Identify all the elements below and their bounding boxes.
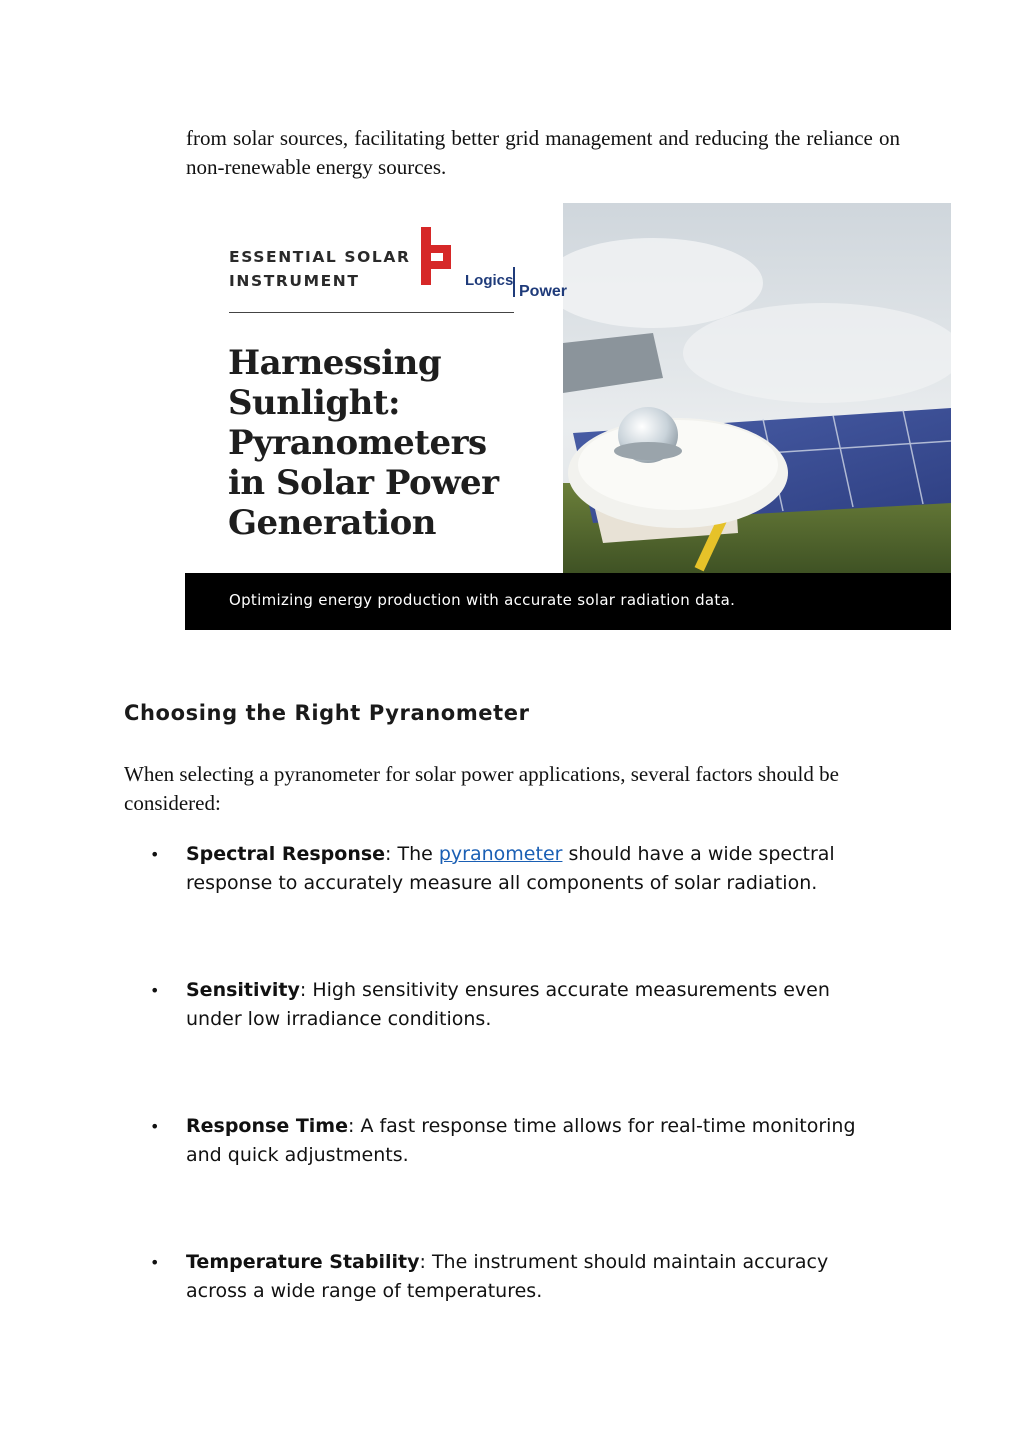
banner-caption-bar <box>185 573 951 630</box>
logics-power-logo <box>417 223 568 307</box>
banner-headline-line: in Solar Power <box>228 463 499 503</box>
factor-description: A fast response time allows for real-time monitoring and quick adjustments. <box>186 1115 856 1166</box>
banner-headline-line: Pyranometers <box>228 423 487 463</box>
factor-term: Sensitivity <box>186 979 300 1001</box>
pyranometer-photo <box>563 203 951 573</box>
factor-separator: : The <box>385 843 439 865</box>
section-heading: Choosing the Right Pyranometer <box>124 701 530 725</box>
banner-headline <box>228 343 558 543</box>
list-item-text <box>186 1112 890 1170</box>
logo-word-logics: Logics <box>465 272 514 289</box>
factor-separator: : <box>299 979 313 1001</box>
logo-word-power: Power <box>519 283 568 300</box>
logo-divider <box>513 267 515 297</box>
article-banner-image <box>185 203 951 630</box>
pyranometer-link[interactable]: pyranometer <box>438 843 563 865</box>
factor-term: Spectral Response <box>186 843 386 865</box>
factor-description: High sensitivity ensures accurate measurements even under low irradiance conditions. <box>186 979 830 1030</box>
factor-separator: : <box>347 1115 361 1137</box>
banner-divider <box>229 312 514 313</box>
banner-headline-line: Sunlight: <box>228 383 401 423</box>
banner-caption: Optimizing energy production with accurate solar radiation data. <box>229 591 736 609</box>
section-lead: When selecting a pyranometer for solar power applications, several factors should be considered: <box>124 762 839 815</box>
factor-description: should have a wide spectral response to accurately measure all components of solar radiation. <box>186 843 835 894</box>
list-item-text <box>186 976 890 1034</box>
banner-kicker-line: INSTRUMENT <box>229 272 360 290</box>
bullet-icon: • <box>150 981 160 1000</box>
factor-term: Response Time <box>186 1115 348 1137</box>
banner-headline-line: Generation <box>228 503 436 543</box>
factor-term: Temperature Stability <box>186 1251 420 1273</box>
list-item-text <box>186 840 890 898</box>
factor-description: The instrument should maintain accuracy across a wide range of temperatures. <box>186 1251 829 1302</box>
bullet-icon: • <box>150 1253 160 1272</box>
banner-headline-line: Harnessing <box>228 343 442 383</box>
intro-paragraph: from solar sources, facilitating better grid management and reducing the reliance on non-renewable energy sources. <box>186 126 900 179</box>
bullet-icon: • <box>150 845 160 864</box>
list-item-text <box>186 1248 890 1306</box>
banner-kicker-line: ESSENTIAL SOLAR <box>229 248 411 266</box>
bullet-icon: • <box>150 1117 160 1136</box>
factor-separator: : <box>419 1251 432 1273</box>
logics-power-logo-mark <box>417 223 465 287</box>
pyranometer-photo-illustration <box>563 203 951 573</box>
